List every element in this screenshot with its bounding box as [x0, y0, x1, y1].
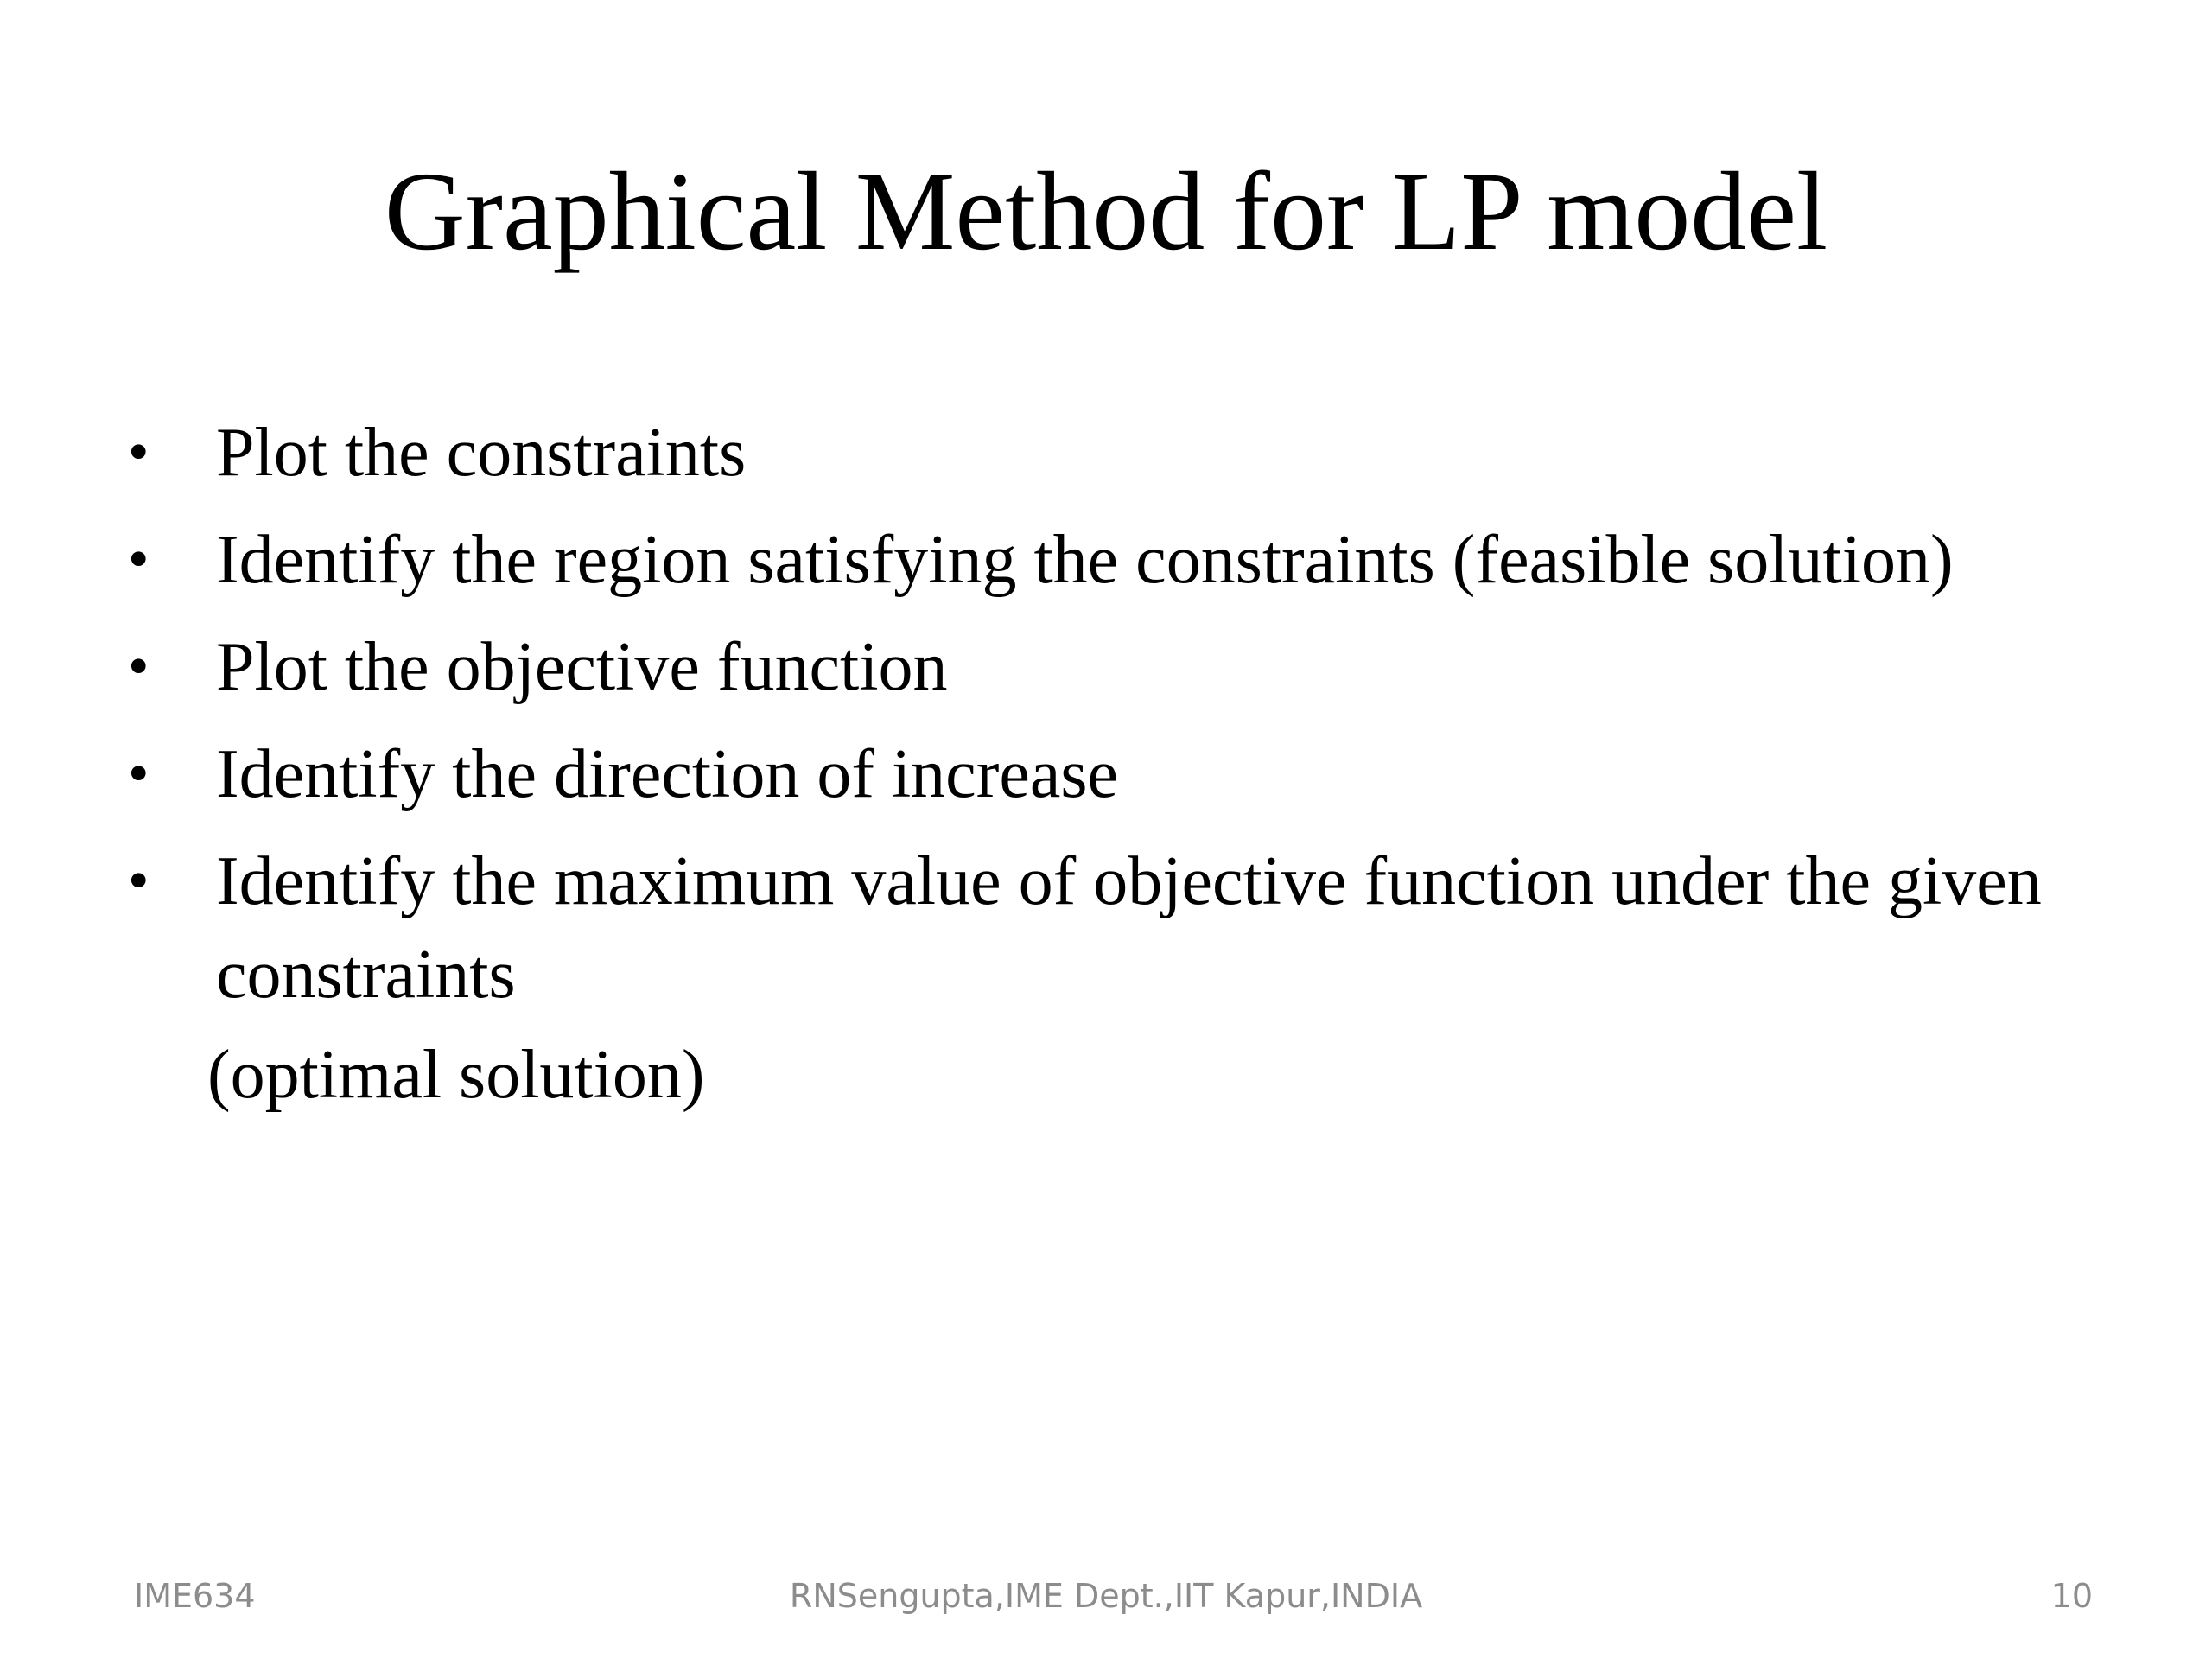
bullet-text: Identify the maximum value of objective function under the given constraints — [216, 843, 2042, 1013]
bullet-icon: • — [128, 848, 149, 914]
bullet-item — [0, 620, 2212, 714]
bullet-list — [0, 406, 2212, 1035]
bullet-icon: • — [128, 419, 149, 486]
footer-course-code: IME634 — [134, 1577, 256, 1615]
bullet-text: Identify the region satisfying the constraints (feasible solution) — [216, 522, 1954, 598]
bullet-text: Identify the direction of increase — [216, 736, 1118, 812]
bullet-text: Plot the constraints — [216, 415, 747, 491]
bullet-item — [0, 835, 2212, 1021]
continuation-text: (optimal solution) — [207, 1037, 705, 1113]
bullet-icon: • — [128, 741, 149, 807]
footer-author: RNSengupta,IME Dept.,IIT Kapur,INDIA — [789, 1577, 1423, 1615]
bullet-text: Plot the objective function — [216, 629, 948, 705]
footer-page-number: 10 — [2050, 1577, 2093, 1615]
bullet-icon: • — [128, 526, 149, 593]
bullet-item — [0, 406, 2212, 499]
bullet-item — [0, 513, 2212, 607]
bullet-item — [0, 728, 2212, 821]
bullet-icon: • — [128, 633, 149, 700]
slide-title: Graphical Method for LP model — [384, 149, 1828, 274]
